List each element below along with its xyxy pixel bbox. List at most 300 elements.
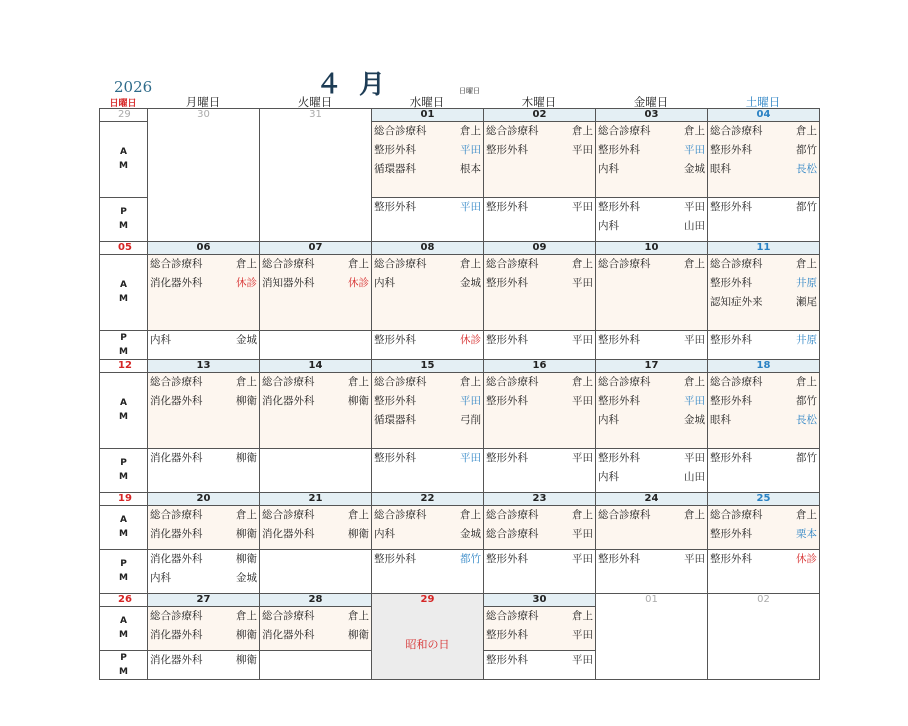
label-char: P (120, 207, 127, 217)
department-name: 整形外科 (486, 452, 528, 464)
am-cell (148, 506, 260, 550)
header-monday: 月曜日 (185, 95, 221, 109)
doctor-name: 倉上 (348, 610, 369, 622)
department-name: 内科 (598, 414, 619, 426)
date-cell (596, 493, 708, 506)
doctor-name: 平田 (572, 452, 593, 464)
doctor-name: 倉上 (684, 509, 705, 521)
pm-row (100, 449, 820, 493)
sunday-date: 12 (118, 360, 132, 371)
department-name: 消化器外科 (150, 553, 203, 565)
am-cell (372, 506, 484, 550)
date-cell (148, 594, 260, 607)
schedule-entry (148, 331, 259, 350)
pm-cell (372, 449, 484, 493)
doctor-name: 倉上 (684, 376, 705, 388)
department-name: 総合診療科 (374, 376, 427, 388)
day-date: 06 (148, 242, 259, 254)
date-cell (260, 109, 372, 242)
schedule-entry (708, 392, 819, 411)
day-date: 27 (148, 594, 259, 606)
day-date: 30 (484, 594, 595, 606)
doctor-name: 平田 (684, 334, 705, 346)
schedule-entry (596, 506, 707, 525)
schedule-entry (484, 525, 595, 544)
department-name: 整形外科 (374, 144, 416, 156)
department-name: 総合診療科 (262, 376, 315, 388)
department-name: 総合診療科 (710, 376, 763, 388)
department-name: 整形外科 (598, 452, 640, 464)
doctor-name: 柳衛 (236, 553, 257, 565)
department-name: 総合診療科 (598, 125, 651, 137)
department-name: 整形外科 (710, 144, 752, 156)
doctor-name: 根本 (460, 163, 481, 175)
pm-cell (484, 449, 596, 493)
department-name: 総合診療科 (486, 258, 539, 270)
am-label-text (100, 607, 147, 642)
doctor-name: 倉上 (796, 509, 817, 521)
doctor-name: 平田 (572, 201, 593, 213)
label-char: P (120, 559, 127, 569)
day-date: 01 (645, 594, 658, 605)
doctor-name: 平田 (572, 277, 593, 289)
doctor-name: 倉上 (460, 125, 481, 137)
am-row (100, 373, 820, 449)
am-label-text (100, 122, 147, 173)
department-name: 消化器外科 (262, 395, 315, 407)
doctor-name: 平田 (684, 201, 705, 213)
schedule-entry (708, 293, 819, 312)
date-cell (484, 109, 596, 122)
am-cell (372, 373, 484, 449)
date-cell (148, 109, 260, 242)
schedule-entry (372, 373, 483, 392)
department-name: 循環器科 (374, 414, 416, 426)
schedule-entry (708, 160, 819, 179)
schedule-entry (596, 141, 707, 160)
department-name: 整形外科 (486, 553, 528, 565)
department-name: 総合診療科 (486, 509, 539, 521)
date-cell (708, 360, 820, 373)
doctor-name: 都竹 (796, 144, 817, 156)
date-cell (372, 109, 484, 122)
doctor-name: 倉上 (236, 376, 257, 388)
doctor-name: 山田 (684, 471, 705, 483)
day-date: 02 (757, 594, 770, 605)
department-name: 消化器外科 (262, 528, 315, 540)
am-label (100, 607, 148, 651)
day-date: 07 (260, 242, 371, 254)
department-name: 整形外科 (486, 201, 528, 213)
pm-cell (148, 331, 260, 360)
doctor-name: 休診 (460, 334, 481, 346)
schedule-entry (372, 449, 483, 468)
pm-label-text (100, 331, 147, 359)
department-name: 内科 (150, 334, 171, 346)
am-cell (708, 122, 820, 198)
day-date: 25 (708, 493, 819, 505)
department-name: 整形外科 (374, 201, 416, 213)
date-cell (260, 493, 372, 506)
pm-label (100, 550, 148, 594)
date-cell (372, 360, 484, 373)
department-name: 総合診療科 (486, 376, 539, 388)
sunday-date-cell (100, 109, 148, 122)
pm-cell (596, 550, 708, 594)
schedule-entry (372, 392, 483, 411)
label-char: P (120, 653, 127, 663)
schedule-entry (708, 141, 819, 160)
schedule-entry (372, 411, 483, 430)
doctor-name: 平田 (684, 553, 705, 565)
pm-cell (148, 550, 260, 594)
label-char: M (119, 472, 128, 482)
sunday-date: 05 (118, 242, 132, 253)
holiday-name: 昭和の日 (405, 638, 450, 651)
am-cell (260, 373, 372, 449)
doctor-name: 柳衛 (348, 528, 369, 540)
doctor-name: 平田 (572, 395, 593, 407)
schedule-entry (708, 122, 819, 141)
doctor-name: 金城 (460, 528, 481, 540)
am-cell (260, 506, 372, 550)
doctor-name: 平田 (460, 452, 481, 464)
schedule-entry (372, 506, 483, 525)
department-name: 消化器外科 (150, 629, 203, 641)
day-date: 31 (309, 109, 322, 120)
am-cell (484, 122, 596, 198)
am-cell (372, 122, 484, 198)
am-label (100, 255, 148, 331)
schedule-entry (484, 626, 595, 645)
department-name: 消化器外科 (150, 277, 203, 289)
schedule-entry (260, 255, 371, 274)
am-label-text (100, 255, 147, 306)
date-cell (596, 360, 708, 373)
doctor-name: 金城 (684, 163, 705, 175)
schedule-entry (148, 449, 259, 468)
date-cell (484, 594, 596, 607)
department-name: 整形外科 (374, 395, 416, 407)
department-name: 総合診療科 (262, 610, 315, 622)
week-date-row (100, 242, 820, 255)
department-name: 総合診療科 (486, 610, 539, 622)
schedule-entry (484, 331, 595, 350)
schedule-entry (708, 198, 819, 217)
doctor-name: 柳衛 (236, 654, 257, 666)
doctor-name: 柳衛 (348, 629, 369, 641)
doctor-name: 都竹 (796, 452, 817, 464)
year-label: 2026 (114, 78, 153, 96)
department-name: 眼科 (710, 414, 731, 426)
pm-cell (260, 651, 372, 680)
schedule-entry (372, 141, 483, 160)
schedule-entry (484, 607, 595, 626)
pm-cell (260, 550, 372, 594)
label-char: M (119, 667, 128, 677)
doctor-name: 金城 (236, 572, 257, 584)
label-char: P (120, 458, 127, 468)
department-name: 整形外科 (710, 277, 752, 289)
date-cell (148, 360, 260, 373)
department-name: 総合診療科 (150, 610, 203, 622)
department-name: 整形外科 (710, 452, 752, 464)
day-date: 16 (484, 360, 595, 372)
day-date: 17 (596, 360, 707, 372)
department-name: 整形外科 (710, 334, 752, 346)
department-name: 内科 (374, 528, 395, 540)
department-name: 内科 (150, 572, 171, 584)
sunday-date-cell (100, 242, 148, 255)
header-tuesday: 火曜日 (297, 95, 333, 109)
label-char: M (119, 221, 128, 231)
am-cell (708, 373, 820, 449)
schedule-entry (484, 651, 595, 670)
label-char: A (120, 616, 127, 626)
doctor-name: 平田 (684, 144, 705, 156)
schedule-entry (708, 373, 819, 392)
schedule-entry (148, 525, 259, 544)
am-label (100, 373, 148, 449)
department-name: 整形外科 (710, 553, 752, 565)
doctor-name: 平田 (460, 395, 481, 407)
am-cell (260, 607, 372, 651)
doctor-name: 柳衛 (236, 629, 257, 641)
label-char: A (120, 515, 127, 525)
pm-cell (372, 198, 484, 242)
schedule-entry (708, 506, 819, 525)
am-cell (596, 255, 708, 331)
day-date: 20 (148, 493, 259, 505)
schedule-entry (148, 607, 259, 626)
date-cell (260, 594, 372, 607)
sunday-date: 29 (118, 109, 131, 120)
day-date: 14 (260, 360, 371, 372)
label-char: M (119, 294, 128, 304)
department-name: 内科 (598, 220, 619, 232)
doctor-name: 倉上 (236, 509, 257, 521)
header-wednesday: 水曜日 (409, 95, 445, 109)
doctor-name: 倉上 (348, 376, 369, 388)
schedule-entry (596, 122, 707, 141)
department-name: 整形外科 (598, 144, 640, 156)
am-cell (148, 373, 260, 449)
label-char: M (119, 347, 128, 357)
pm-cell (596, 449, 708, 493)
department-name: 消化器外科 (150, 395, 203, 407)
schedule-entry (596, 198, 707, 217)
schedule-entry (596, 468, 707, 487)
doctor-name: 倉上 (236, 258, 257, 270)
am-cell (484, 373, 596, 449)
schedule-entry (148, 392, 259, 411)
date-cell (484, 242, 596, 255)
doctor-name: 倉上 (460, 509, 481, 521)
am-cell (484, 506, 596, 550)
department-name: 総合診療科 (374, 258, 427, 270)
schedule-entry (372, 525, 483, 544)
schedule-entry (484, 141, 595, 160)
schedule-entry (708, 274, 819, 293)
day-date: 04 (708, 109, 819, 121)
label-char: M (119, 573, 128, 583)
department-name: 認知症外来 (710, 296, 763, 308)
am-cell (372, 255, 484, 331)
header-friday: 金曜日 (633, 95, 669, 109)
am-label (100, 506, 148, 550)
schedule-entry (484, 373, 595, 392)
schedule-entry (596, 550, 707, 569)
label-char: M (119, 630, 128, 640)
schedule-entry (148, 569, 259, 588)
department-name: 整形外科 (710, 395, 752, 407)
schedule-entry (148, 550, 259, 569)
date-cell (372, 594, 484, 680)
doctor-name: 倉上 (572, 376, 593, 388)
department-name: 消化器外科 (150, 654, 203, 666)
pm-cell (484, 198, 596, 242)
department-name: 内科 (598, 471, 619, 483)
department-name: 整形外科 (374, 334, 416, 346)
department-name: 消化器外科 (150, 452, 203, 464)
doctor-name: 金城 (684, 414, 705, 426)
pm-row (100, 331, 820, 360)
schedule-entry (260, 525, 371, 544)
small-weekday-note: 日曜日 (459, 87, 480, 95)
department-name: 整形外科 (486, 144, 528, 156)
pm-cell (372, 331, 484, 360)
department-name: 整形外科 (486, 654, 528, 666)
doctor-name: 倉上 (684, 125, 705, 137)
doctor-name: 倉上 (796, 125, 817, 137)
schedule-entry (708, 255, 819, 274)
date-cell (596, 109, 708, 122)
pm-cell (148, 651, 260, 680)
doctor-name: 長松 (796, 163, 817, 175)
day-date: 24 (596, 493, 707, 505)
date-cell (372, 493, 484, 506)
schedule-entry (708, 449, 819, 468)
pm-label (100, 651, 148, 680)
doctor-name: 平田 (572, 654, 593, 666)
doctor-name: 倉上 (460, 376, 481, 388)
day-date: 18 (708, 360, 819, 372)
date-cell (148, 242, 260, 255)
doctor-name: 倉上 (236, 610, 257, 622)
pm-cell (708, 198, 820, 242)
doctor-name: 休診 (236, 277, 257, 289)
am-row (100, 506, 820, 550)
schedule-entry (372, 198, 483, 217)
schedule-entry (372, 160, 483, 179)
doctor-name: 瀬尾 (796, 296, 817, 308)
pm-cell (596, 331, 708, 360)
week-date-row (100, 493, 820, 506)
week-date-row (100, 109, 820, 122)
doctor-name: 柳衛 (236, 395, 257, 407)
schedule-entry (148, 373, 259, 392)
label-char: P (120, 333, 127, 343)
pm-cell (260, 331, 372, 360)
department-name: 整形外科 (598, 395, 640, 407)
schedule-entry (596, 160, 707, 179)
schedule-entry (484, 255, 595, 274)
date-cell (708, 242, 820, 255)
department-name: 整形外科 (486, 629, 528, 641)
schedule-entry (484, 122, 595, 141)
schedule-entry (372, 122, 483, 141)
schedule-entry (372, 274, 483, 293)
department-name: 消化器外科 (150, 528, 203, 540)
doctor-name: 倉上 (572, 258, 593, 270)
day-date: 02 (484, 109, 595, 121)
schedule-entry (484, 506, 595, 525)
department-name: 総合診療科 (262, 509, 315, 521)
doctor-name: 山田 (684, 220, 705, 232)
header-sunday: 日曜日 (109, 99, 137, 109)
doctor-name: 平田 (572, 629, 593, 641)
doctor-name: 栗本 (796, 528, 817, 540)
label-char: M (119, 161, 128, 171)
doctor-name: 休診 (796, 553, 817, 565)
department-name: 総合診療科 (710, 509, 763, 521)
doctor-name: 倉上 (572, 610, 593, 622)
day-date: 13 (148, 360, 259, 372)
am-cell (596, 506, 708, 550)
am-cell (596, 373, 708, 449)
label-char: M (119, 529, 128, 539)
day-date: 15 (372, 360, 483, 372)
day-date: 21 (260, 493, 371, 505)
pm-cell (708, 449, 820, 493)
sunday-date-cell (100, 360, 148, 373)
doctor-name: 平田 (684, 452, 705, 464)
schedule-entry (484, 392, 595, 411)
schedule-entry (148, 274, 259, 293)
am-cell (260, 255, 372, 331)
department-name: 総合診療科 (598, 258, 651, 270)
pm-label (100, 198, 148, 242)
doctor-name: 都竹 (796, 395, 817, 407)
date-cell (484, 360, 596, 373)
doctor-name: 平田 (572, 528, 593, 540)
schedule-entry (708, 331, 819, 350)
holiday-date: 29 (420, 594, 435, 605)
department-name: 整形外科 (598, 201, 640, 213)
am-cell (484, 255, 596, 331)
date-cell (708, 109, 820, 122)
department-name: 総合診療科 (262, 258, 315, 270)
schedule-entry (484, 198, 595, 217)
am-cell (148, 607, 260, 651)
department-name: 整形外科 (374, 553, 416, 565)
doctor-name: 平田 (460, 144, 481, 156)
schedule-entry (148, 255, 259, 274)
doctor-name: 平田 (572, 334, 593, 346)
doctor-name: 平田 (572, 144, 593, 156)
doctor-name: 弓削 (460, 414, 481, 426)
pm-label-text (100, 550, 147, 585)
doctor-name: 都竹 (796, 201, 817, 213)
pm-cell (596, 198, 708, 242)
schedule-entry (484, 550, 595, 569)
header-saturday: 土曜日 (745, 95, 781, 109)
schedule-entry (708, 525, 819, 544)
department-name: 総合診療科 (710, 258, 763, 270)
department-name: 総合診療科 (710, 125, 763, 137)
schedule-entry (148, 506, 259, 525)
date-cell (708, 594, 820, 680)
